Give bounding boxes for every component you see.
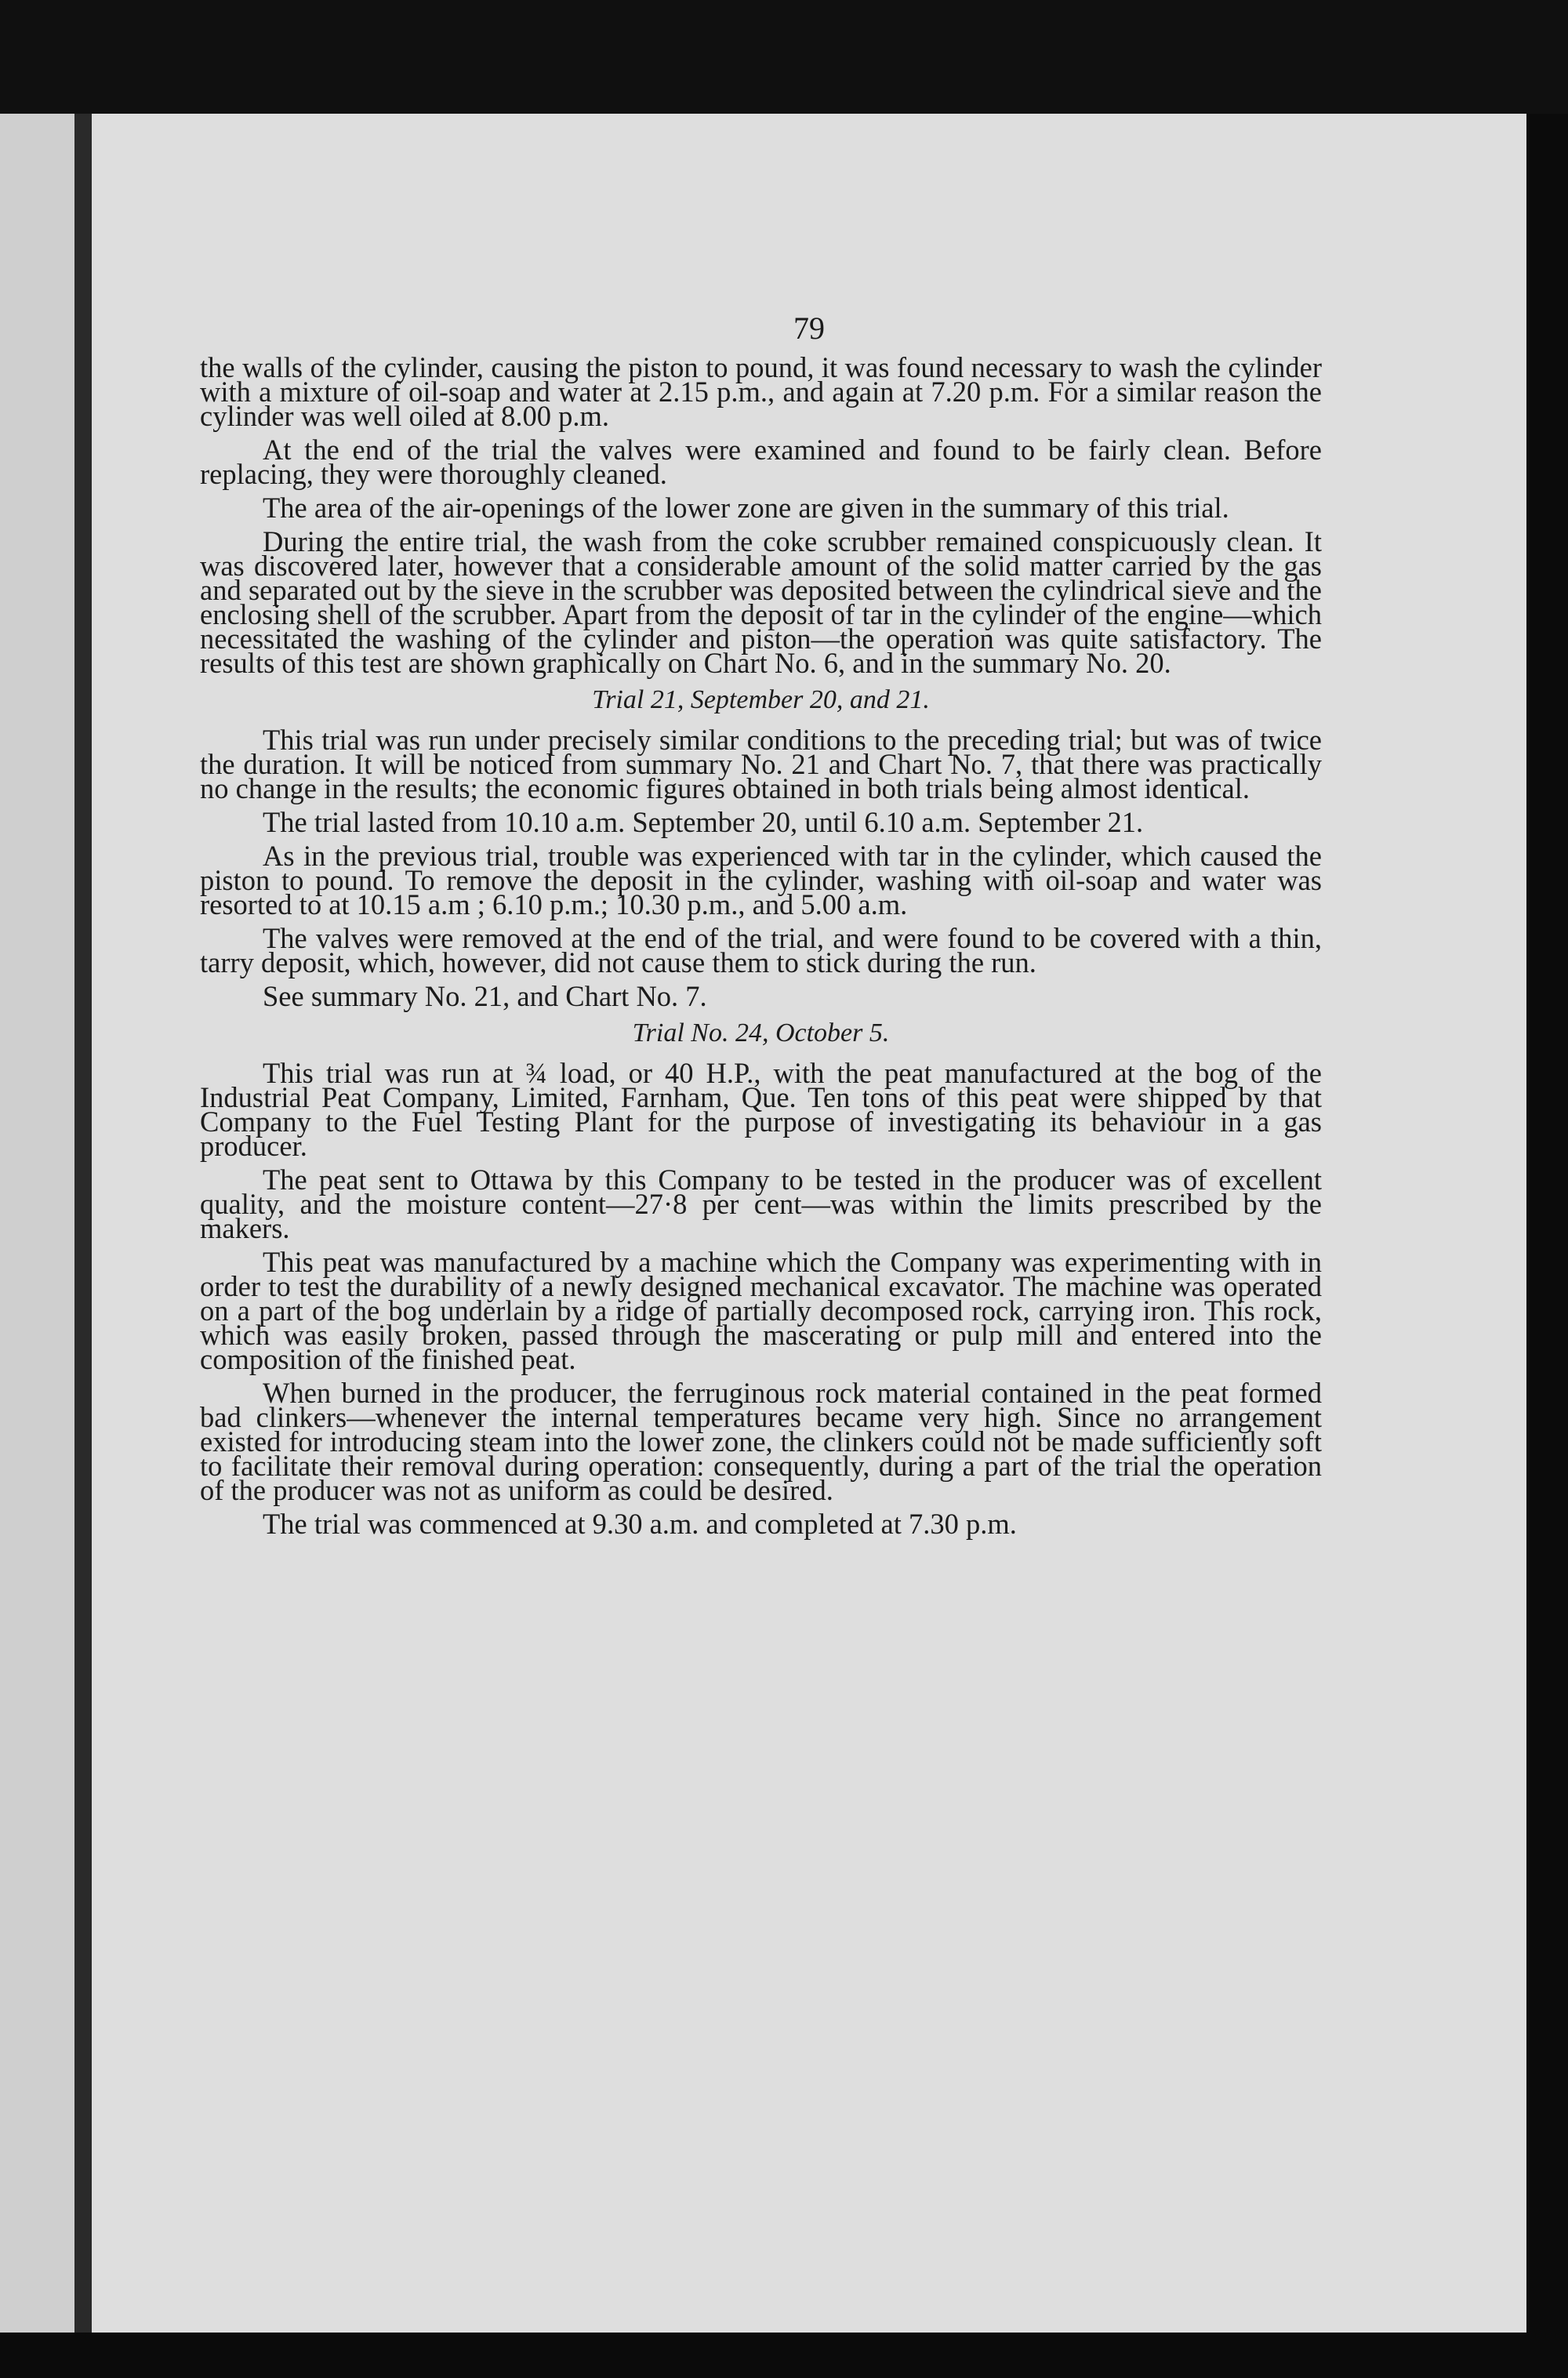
paragraph: This peat was manufactured by a machine which the Company was experimenting with in order to test the durability of a newly designed mechanical excavator. The machine was operated on a part of the bog underlain by a ridge of partially decomposed rock, carrying iron. This rock, which was easily broken, passed through the mascerating or pulp mill and entered into the composition of the finished peat. bbox=[200, 1246, 1322, 1375]
paragraph: This trial was run at ¾ load, or 40 H.P., with the peat manufactured at the bog of the Industrial Peat Company, Limited, Farnham, Que. Ten tons of this peat were shipped by that Company to the Fuel Testing Plant for the purpose of investigating its behaviour in a gas producer. bbox=[200, 1057, 1322, 1162]
paragraph: The area of the air-openings of the lower zone are given in the summary of this trial. bbox=[263, 492, 1229, 524]
paragraph: See summary No. 21, and Chart No. 7. bbox=[263, 980, 707, 1012]
paragraph: The trial lasted from 10.10 a.m. September 20, until 6.10 a.m. September 21. bbox=[263, 806, 1144, 838]
paragraph: This trial was run under precisely similar conditions to the preceding trial; but was of twice the duration. It will be noticed from summary No. 21 and Chart No. 7, that there was practically no change in the results; the economic figures obtained in both trials being almost identical. bbox=[200, 724, 1322, 804]
paragraph: The peat sent to Ottawa by this Company to be tested in the producer was of excellent quality, and the moisture content—27·8 per cent—was within the limits prescribed by the makers. bbox=[200, 1164, 1322, 1244]
page-number: 79 bbox=[793, 310, 825, 346]
scan-top-border bbox=[0, 0, 1568, 114]
body-text bbox=[200, 351, 1322, 1545]
section-heading: Trial 21, September 20, and 21. bbox=[592, 685, 930, 714]
paragraph: At the end of the trial the valves were examined and found to be fairly clean. Before replacing, they were thoroughly cleaned. bbox=[200, 434, 1322, 490]
paragraph: The trial was commenced at 9.30 a.m. and completed at 7.30 p.m. bbox=[263, 1508, 1017, 1540]
page-gutter-shadow bbox=[74, 114, 92, 2333]
section-heading: Trial No. 24, October 5. bbox=[632, 1018, 890, 1047]
paragraph: As in the previous trial, trouble was experienced with tar in the cylinder, which caused the piston to pound. To remove the deposit in the cylinder, washing with oil-soap and water was resorted to at 10.15 a.m ; 6.10 p.m.; 10.30 p.m., and 5.00 a.m. bbox=[200, 840, 1322, 920]
paragraph: The valves were removed at the end of the trial, and were found to be covered with a thin, tarry deposit, which, however, did not cause them to stick during the run. bbox=[200, 922, 1322, 978]
document-page bbox=[92, 114, 1526, 2333]
paragraph: When burned in the producer, the ferruginous rock material contained in the peat formed bad clinkers—whenever the internal temperatures became very high. Since no arrangement existed for introducing steam into the lower zone, the clinkers could not be made sufficiently soft to facilitate their removal during operation: consequently, during a part of the trial the operation of the producer was not as uniform as could be desired. bbox=[200, 1377, 1322, 1506]
paragraph: the walls of the cylinder, causing the piston to pound, it was found necessary to wash the cylinder with a mixture of oil-soap and water at 2.15 p.m., and again at 7.20 p.m. For a similar reason the cylinder was well oiled at 8.00 p.m. bbox=[200, 351, 1322, 432]
paragraph: During the entire trial, the wash from the coke scrubber remained conspicuously clean. It was discovered later, however that a considerable amount of the solid matter carried by the gas and separated out by the sieve in the scrubber was deposited between the cylindrical sieve and the enclosing shell of the scrubber. Apart from the deposit of tar in the cylinder of the engine—which necessitated the washing of the cylinder and piston—the operation was quite satisfactory. The results of this test are shown graphically on Chart No. 6, and in the summary No. 20. bbox=[200, 525, 1322, 679]
adjacent-page-edge bbox=[0, 114, 79, 2333]
